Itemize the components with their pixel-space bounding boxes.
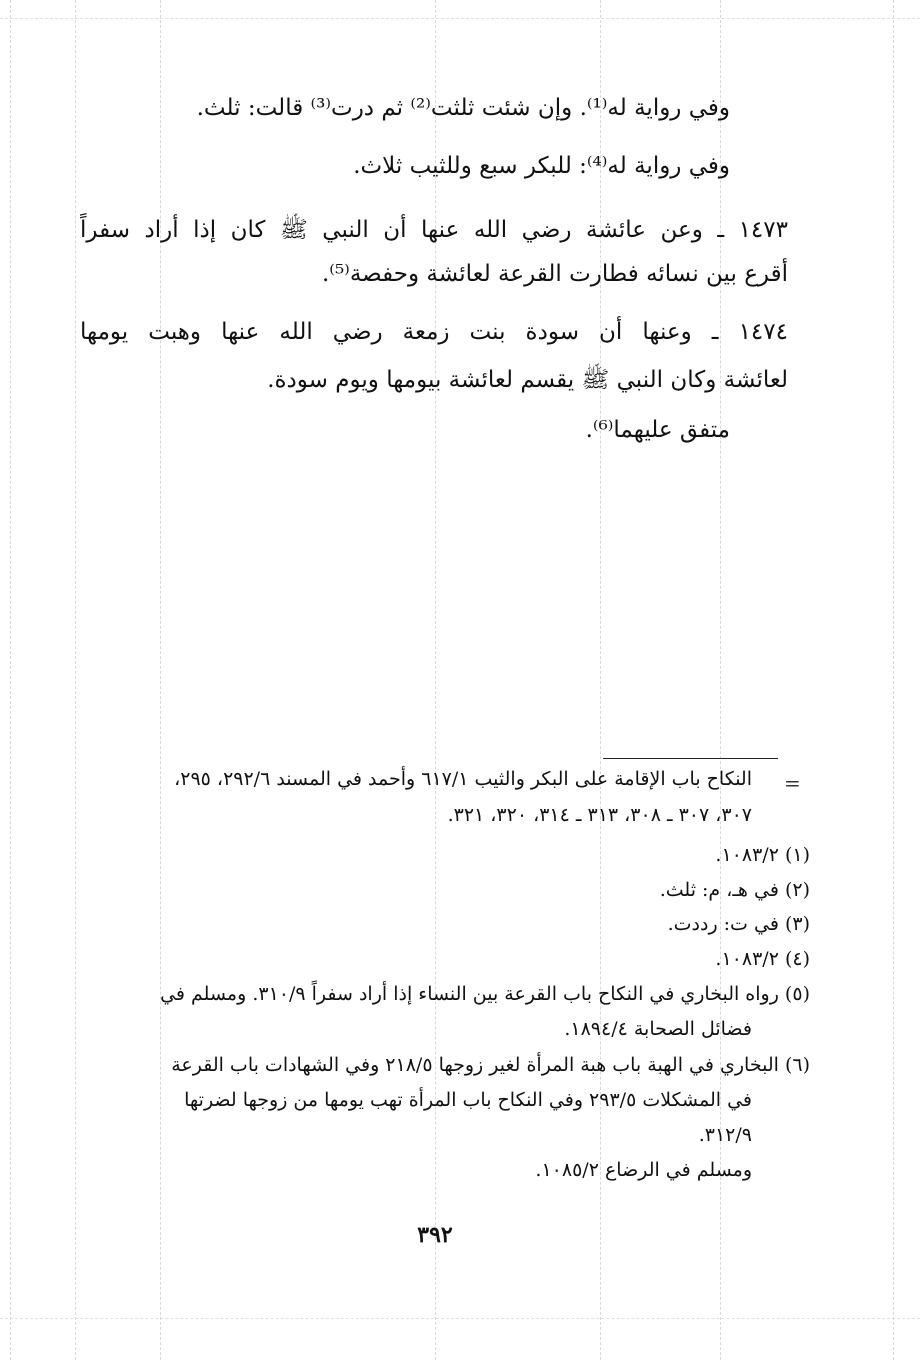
- guide-line: [0, 1318, 920, 1319]
- footnote-6: (٦) البخاري في الهبة باب هبة المرأة لغير زوجها ٢١٨/٥ وفي الشهادات باب القرعة: [171, 1054, 810, 1076]
- footnote-continuation-mark: =: [784, 771, 801, 795]
- guide-line: [160, 0, 161, 1360]
- footnote-1: (١) ١٠٨٣/٢.: [715, 844, 810, 866]
- footnote-6-continued: ومسلم في الرضاع ١٠٨٥/٢.: [535, 1159, 752, 1181]
- guide-line: [10, 0, 11, 1360]
- footnote-3: (٣) في ت: رددت.: [667, 913, 810, 935]
- guide-line: [893, 0, 894, 1360]
- footnote-6-continued: في المشكلات ٢٩٣/٥ وفي النكاح باب المرأة تهب يومها من زوجها لضرتها: [184, 1089, 752, 1111]
- main-line-1: وفي رواية له⁽¹⁾. وإن شئت ثلثت⁽²⁾ ثم درت⁽³⁾ قالت: ثلث.: [196, 95, 730, 121]
- hadith-1473-line-1: ١٤٧٣ ـ وعن عائشة رضي الله عنها أن النبي ﷺ كان إذا أراد سفراً: [80, 217, 788, 243]
- footnote-4: (٤) ١٠٨٣/٢.: [715, 948, 810, 970]
- page-number: ٣٩٢: [417, 1222, 453, 1248]
- footnote-6-continued: ٣١٢/٩.: [698, 1124, 752, 1146]
- agreed-upon-line: متفق عليهما⁽⁶⁾.: [585, 417, 730, 443]
- guide-line: [600, 0, 601, 1360]
- guide-line: [720, 0, 721, 1360]
- hadith-1474-line-1: ١٤٧٤ ـ وعنها أن سودة بنت زمعة رضي الله عنها وهبت يومها: [80, 319, 788, 345]
- footnote-2: (٢) في هـ، م: ثلث.: [659, 879, 810, 901]
- hadith-1474-line-2: لعائشة وكان النبي ﷺ يقسم لعائشة بيومها ويوم سودة.: [267, 367, 788, 393]
- footnote-line: النكاح باب الإقامة على البكر والثيب ٦١٧/١ وأحمد في المسند ٢٩٢/٦، ٢٩٥،: [174, 768, 752, 790]
- footnote-line: ٣٠٧، ٣٠٧ ـ ٣٠٨، ٣١٣ ـ ٣١٤، ٣٢٠، ٣٢١.: [447, 804, 752, 826]
- footnote-5: (٥) رواه البخاري في النكاح باب القرعة بين النساء إذا أراد سفراً ٣١٠/٩. ومسلم في: [160, 983, 810, 1005]
- guide-line: [75, 0, 76, 1360]
- guide-line: [0, 18, 920, 19]
- hadith-1473-line-2: أقرع بين نسائه فطارت القرعة لعائشة وحفصة⁽⁵⁾.: [321, 261, 788, 287]
- footnote-5-continued: فضائل الصحابة ١٨٩٤/٤.: [564, 1018, 752, 1040]
- footnote-separator: [603, 758, 778, 759]
- guide-line: [435, 0, 436, 1360]
- main-line-2: وفي رواية له⁽⁴⁾: للبكر سبع وللثيب ثلاث.: [353, 153, 730, 179]
